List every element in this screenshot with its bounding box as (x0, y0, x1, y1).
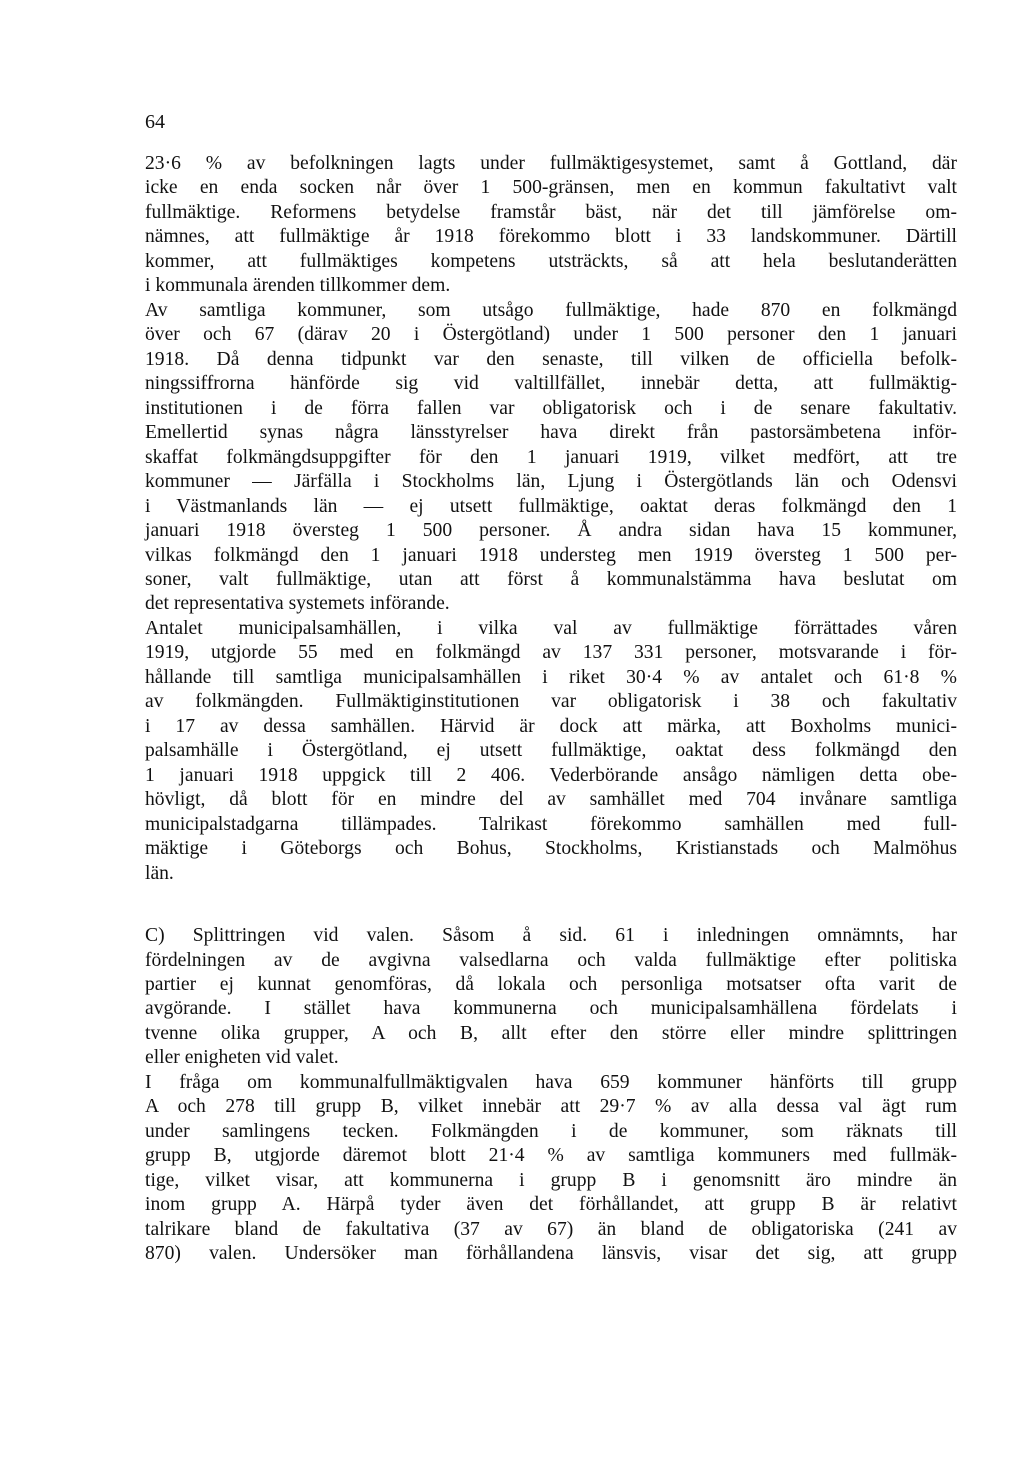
text-line: mäktige i Göteborgs och Bohus, Stockholms, Kristianstads och Malmöhus (145, 838, 957, 860)
text-line: avgörande. I stället hava kommunerna och municipalsamhällena fördelats i (145, 998, 957, 1020)
text-line: inom grupp A. Härpå tyder även det förhållandet, att grupp B är relativt (145, 1194, 957, 1216)
text-line: soner, valt fullmäktige, utan att först å kommunalstämma hava beslutat om (145, 568, 957, 590)
text-line: eller enigheten vid valet. (145, 1047, 339, 1069)
text-line: kommuner — Järfälla i Stockholms län, Ljung i Östergötlands län och Odensvi (145, 471, 957, 493)
text-line: A och 278 till grupp B, vilket innebär att 29·7 % av alla dessa val ägt rum (145, 1096, 957, 1118)
text-line: det representativa systemets införande. (145, 593, 450, 615)
text-line: kommer, att fullmäktiges kompetens utsträckts, så att hela beslutanderätten (145, 250, 957, 272)
text-line: ningssiffrorna hänförde sig vid valtillfället, innebär detta, att fullmäktig- (145, 373, 957, 395)
text-line: Emellertid synas några länsstyrelser hava direkt från pastorsämbetena inför- (145, 422, 957, 444)
text-block-lower (145, 924, 957, 1267)
body-text (145, 152, 957, 1267)
text-line: i kommunala ärenden tillkommer dem. (145, 275, 451, 297)
text-line: talrikare bland de fakultativa (37 av 67) än bland de obligatoriska (241 av (145, 1218, 957, 1240)
text-line: nämnes, att fullmäktige år 1918 förekommo blott i 33 landskommuner. Därtill (145, 226, 957, 248)
text-line: under samlingens tecken. Folkmängden i de kommuner, som räknats till (145, 1120, 957, 1142)
text-line: 1919, utgjorde 55 med en folkmängd av 137 331 personer, motsvarande i för- (145, 642, 957, 664)
text-line: 1918. Då denna tidpunkt var den senaste, till vilken de officiella befolk- (145, 348, 957, 370)
page-number: 64 (145, 111, 165, 133)
text-line: Antalet municipalsamhällen, i vilka val av fullmäktige förrättades våren (145, 617, 957, 639)
text-line: municipalstadgarna tillämpades. Talrikast förekommo samhällen med full- (145, 813, 957, 835)
text-line: hövligt, då blott för en mindre del av samhället med 704 invånare samtliga (145, 789, 957, 811)
text-line: grupp B, utgjorde däremot blott 21·4 % av samtliga kommuners med fullmäk- (145, 1145, 957, 1167)
text-line: län. (145, 862, 174, 884)
text-line: vilkas folkmängd den 1 januari 1918 understeg men 1919 översteg 1 500 per- (145, 544, 957, 566)
text-line: icke en enda socken når över 1 500-gränsen, men en kommun fakultativt valt (145, 177, 957, 199)
text-line: I fråga om kommunalfullmäktigvalen hava 659 kommuner hänförts till grupp (145, 1071, 957, 1093)
text-line: tige, vilket visar, att kommunerna i grupp B i genomsnitt äro mindre än (145, 1169, 957, 1191)
section-gap (145, 886, 957, 924)
text-line: 1 januari 1918 uppgick till 2 406. Vederbörande ansågo nämligen detta obe- (145, 764, 957, 786)
text-line: 23·6 % av befolkningen lagts under fullmäktigesystemet, samt å Gottland, där (145, 153, 957, 174)
text-line: av folkmängden. Fullmäktiginstitutionen var obligatorisk i 38 och fakultativ (145, 691, 957, 713)
text-line: tvenne olika grupper, A och B, allt efter den större eller mindre splittringen (145, 1022, 957, 1044)
text-line: palsamhälle i Östergötland, ej utsett fullmäktige, oaktat dess folkmängd den (145, 740, 957, 762)
text-line: fördelningen av de avgivna valsedlarna och valda fullmäktige efter politiska (145, 949, 957, 971)
text-line: C) Splittringen vid valen. Såsom å sid. 61 i inledningen omnämnts, har (145, 925, 957, 947)
text-line: över och 67 (därav 20 i Östergötland) under 1 500 personer den 1 januari (145, 324, 957, 346)
text-line: Av samtliga kommuner, som utsågo fullmäktige, hade 870 en folkmängd (145, 299, 957, 321)
text-line: i 17 av dessa samhällen. Härvid är dock att märka, att Boxholms munici- (145, 715, 957, 737)
text-line: hållande till samtliga municipalsamhällen i riket 30·4 % av antalet och 61·8 % (145, 666, 957, 688)
text-line: fullmäktige. Reformens betydelse framstår bäst, när det till jämförelse om- (145, 201, 957, 223)
text-line: januari 1918 översteg 1 500 personer. Å andra sidan hava 15 kommuner, (145, 520, 957, 542)
text-line: partier ej kunnat genomföras, då lokala och personliga motsatser ofta varit de (145, 974, 957, 995)
text-line: institutionen i de förra fallen var obligatorisk och i de senare fakultativ. (145, 397, 957, 419)
text-block-upper (145, 152, 957, 886)
text-line: i Västmanlands län — ej utsett fullmäktige, oaktat deras folkmängd den 1 (145, 495, 957, 517)
text-line: skaffat folkmängdsuppgifter för den 1 januari 1919, vilket medfört, att tre (145, 446, 957, 468)
text-line: 870) valen. Undersöker man förhållandena länsvis, visar det sig, att grupp (145, 1243, 957, 1265)
